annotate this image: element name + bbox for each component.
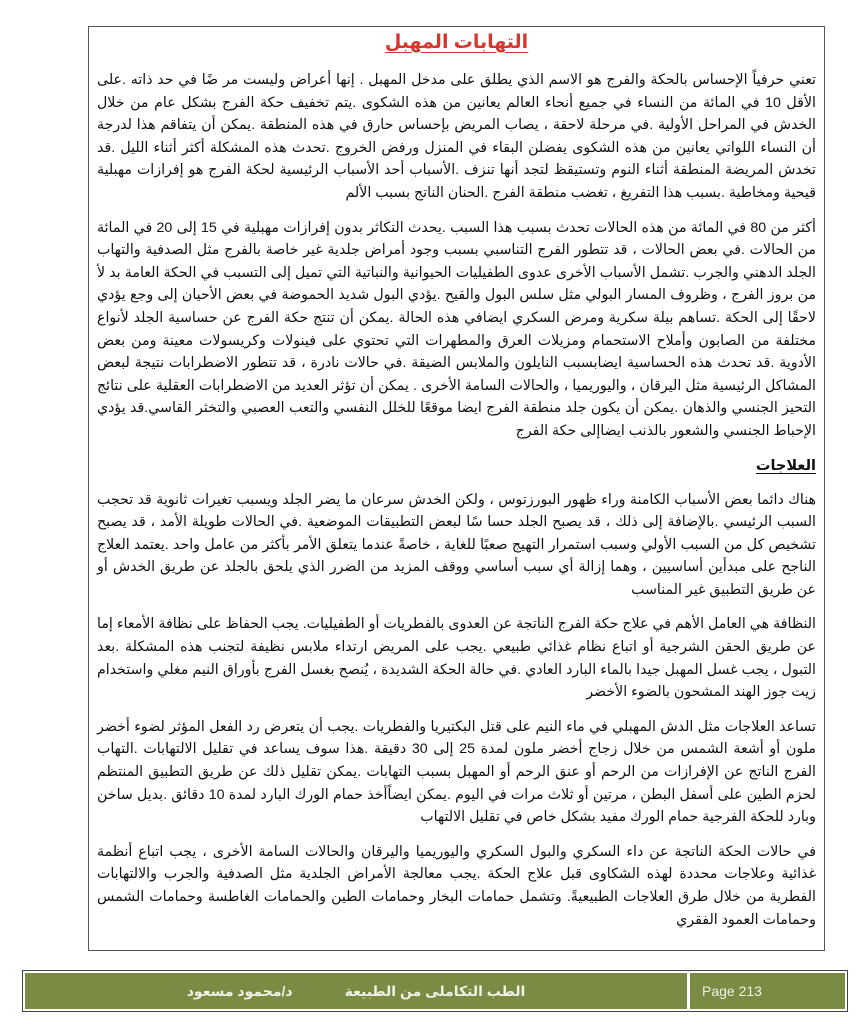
paragraph-systemic-conditions: في حالات الحكة الناتجة عن داء السكري والبول السكري واليوريميا واليرقان والحالات السامة الأخرى ، يجب اتباع أنظمة غذائية وعلاجات محددة لهذه الشكاوى قبل علاج الحكة .يجب معالجة الأمراض الجلدية مثل الصدفية والجرب والالتهابات الفطرية من خلال طرق العلاجات الطبيعيةً. وتشمل حمامات البخار وحمامات الطين والحمامات الغاطسة وحمامات الشمس وحمامات العمود الفقري xyxy=(97,843,816,928)
footer-author: د/محمود مسعود xyxy=(186,982,293,999)
paragraph-definition: تعني حرفياً الإحساس بالحكة والفرج هو الاسم الذي يطلق على مدخل المهبل . إنها أعراض وليست مر ضًا في حد ذاته .على الأقل 10 في المائة من النساء في جميع أنحاء العالم يعانين من هذه الشكوى .يتم تخفيف حكة الفرج بشكل عام من خلال الخدش في المراحل الأولية .في مرحلة لاحقة ، يصاب المريض بإحساس حارق في هذه المنطقة .يمكن أن يتفاقم هذا لدرجة أن النساء اللواتي يعانين من هذه الشكوى يفضلن البقاء في المنزل ورفض الخروج .تحدث هذه المشكلة أكثر أثناء الليل .قد تخدش المريضة المنطقة أثناء النوم وتستيقظ لتجد أنها تنزف .الأسباب أحد الأسباب الرئيسية لحكة الفرج هو إفرازات مهبلية قيحية ومخاطية .بسبب هذا التفريغ ، تغضب منطقة الفرج .الحنان الناتج بسبب الألم xyxy=(97,72,816,201)
paragraph-neem-douche: تساعد العلاجات مثل الدش المهبلي في ماء النيم على قتل البكتيريا والفطريات .يجب أن يتعرض رد الفعل المؤثر لضوء أخضر ملون أو أشعة الشمس من خلال زجاج أخضر ملون لمدة 25 إلى 30 دقيقة .هذا سوف يساعد في تقليل الالتهابات .التهاب الفرج الناتج عن الإفرازات من الرحم أو عنق الرحم أو المهبل بسبب التهابات .يمكن تقليل ذلك عن طريق التطبيق المنتظم لحزم الطين على أسفل البطن ، مرتين أو ثلاث مرات في اليوم .يمكن ايضاًأخذ حمام الورك البارد لمدة 10 دقائق .بديل ساخن وبارد للحكة الفرجية حمام الورك مفيد بشكل خاص في تقليل الالتهاب xyxy=(97,718,817,826)
paragraph-treatment-principles: هناك دائما بعض الأسباب الكامنة وراء ظهور البورزتوس ، ولكن الخدش سرعان ما يضر الجلد ويسبب تغيرات ثانوية قد تحجب السبب الرئيسي .بالإضافة إلى ذلك ، قد يصبح الجلد حسا سًا لبعض التطبيقات الموضعية .في الحالات طويلة الأمد ، قد يصبح تشخيص كل من السبب الأولي وسبب استمرار التهيج صعبًا للغاية ، خاصةً عندما يتعلق الأمر بأكثر من عامل واحد .يعتمد العلاج الناجح على مبدأين أساسيين ، وهما إزالة أي سبب أساسي ووقف المزيد من الضرر الذي يلحق بالجلد عن طريق الخدش أو عن طريق التطبيق غير المناسب xyxy=(97,491,816,598)
footer-title-cell xyxy=(25,973,687,1009)
paragraph-hygiene: النظافة هي العامل الأهم في علاج حكة الفرج الناتجة عن العدوى بالفطريات أو الطفيليات. يجب الحفاظ على نظافة الأمعاء إما عن طريق الحقن الشرجية أو اتباع نظام غذائي طبيعي .يجب على المريض ارتداء ملابس نظيفة لتجنب هذه المشكلة .بعد التبول ، يجب غسل المهبل جيدا بالماء البارد العادي .في حالة الحكة الشديدة ، يُنصح بغسل الفرج بأوراق النيم مغلي واستخدام زيت جوز الهند المشحون بالضوء الأخضر xyxy=(97,616,816,701)
footer-page-number: Page 213 xyxy=(690,973,845,1009)
page-title: التهابات المهبل xyxy=(384,32,529,53)
section-heading-treatments: العلاجات xyxy=(755,457,816,474)
page-footer xyxy=(22,970,848,1012)
footer-book-title: الطب التكاملى من الطبيعة xyxy=(344,982,526,999)
page-content-box xyxy=(88,26,825,951)
paragraph-causes: أكثر من 80 في المائة من هذه الحالات تحدث بسبب هذا السبب .يحدث التكاثر بدون إفرازات مهبلية في 15 إلى 20 في المائة من الحالات .في بعض الحالات ، قد تتطور الفرج التناسبي بسبب وجود أمراض جلدية غير خاصة بالفرج مثل الصدفية والتهاب الجلد الدهني والجرب .تشمل الأسباب الأخرى عدوى الطفيليات الحيوانية والنباتية التي تميل إلى التسبب في الحكة العامة بد لأ من بروز الفرج ، وظروف المسار البولي مثل سلس البول والقيح .يؤدي البول شديد الحموضة في بعض الأحيان إلى وجع يؤدي لاحقًا إلى الحكة .تساهم بيلة سكرية ومرض السكري ايضافي هذه الحالة .يمكن أن تنتج حكة الفرج عن حساسية الجلد لأنواع مختلفة من الصابون وأملاح الاستحمام ومزيلات العرق والمطهرات التي تحتوي على فينولات وكريسولات معينة ومن بعض الأدوية .قد تحدث هذه الحساسية ايضابسبب النايلون والملابس الضيقة .في حالات نادرة ، قد تتطور الاضطرابات نتيجة لبعض المشاكل الرئيسية مثل اليرقان ، واليوريميا ، والحالات السامة الأخرى . يمكن أن تؤثر العديد من الاضطرابات العقلية على نتائج التحيز الجنسي والذهان .يمكن أن يكون جلد منطقة الفرج ايضا موقعًا للخلل النفسي والتعب العصبي والتخثر القاسي.قد يؤدي الإحباط الجنسي والشعور بالذنب ايضاإلى حكة الفرج xyxy=(97,219,816,439)
footer-inner xyxy=(25,973,845,1009)
